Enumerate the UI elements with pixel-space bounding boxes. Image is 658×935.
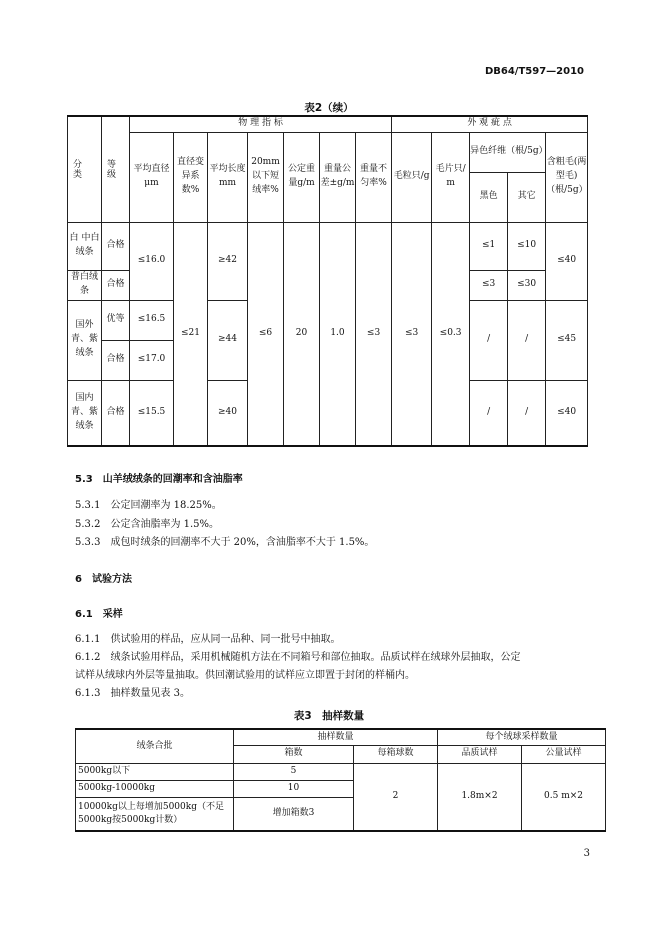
coarse-domestic: ≤40 <box>546 380 588 446</box>
col-sampling-qty: 抽样数量 <box>234 729 438 745</box>
diameter-cv-value: ≤21 <box>174 222 208 446</box>
coarse-foreign: ≤45 <box>546 300 588 380</box>
boxes-r3: 增加箱数3 <box>234 797 354 831</box>
coarse-white: ≤40 <box>546 222 588 300</box>
grade-cell: 合格 <box>102 222 130 270</box>
other-domestic: / <box>508 380 546 446</box>
table2 <box>67 115 588 447</box>
col-other: 其它 <box>508 172 546 222</box>
col-diameter-cv: 直径变异系数% <box>174 132 208 222</box>
col-nominal: 公量试样 <box>522 745 606 763</box>
section-5-3-heading: 5.3 山羊绒绒条的回潮率和含油脂率 <box>75 474 243 485</box>
grade-cell: 优等 <box>102 300 130 340</box>
table3 <box>75 728 606 832</box>
balls-per-box-value: 2 <box>354 763 438 831</box>
col-avg-diameter: 平均直径μm <box>130 132 174 222</box>
quality-value: 1.8m×2 <box>438 763 522 831</box>
col-flakes: 毛片只/ m <box>432 132 470 222</box>
batch-r3: 10000kg以上每增加5000kg（不足5000kg按5000kg计数） <box>76 797 234 831</box>
neps-value: ≤3 <box>392 222 432 446</box>
nominal-value: 0.5 m×2 <box>522 763 606 831</box>
grade-cell: 合格 <box>102 270 130 300</box>
section-5-3-2: 5.3.2 公定含油脂率为 1.5%。 <box>75 519 220 530</box>
section-5-3-3: 5.3.3 成包时绒条的回潮率不大于 20%，含油脂率不大于 1.5%。 <box>75 537 375 548</box>
category-cell: 白 中白绒条 <box>68 222 102 270</box>
category-cell: 国内青、紫绒条 <box>68 380 102 446</box>
col-neps: 毛粒只/g <box>392 132 432 222</box>
col-coarse-hair: 含粗毛(两型毛)（根/5g） <box>546 132 588 222</box>
col-category-header: 分类 <box>68 116 102 222</box>
diameter-foreign-qualified: ≤17.0 <box>130 340 174 380</box>
length-white: ≥42 <box>208 222 248 300</box>
col-nominal-weight: 公定重量g/m <box>284 132 320 222</box>
col-per-ball: 每个绒球采样数量 <box>438 729 606 745</box>
col-boxes: 箱数 <box>234 745 354 763</box>
col-quality: 品质试样 <box>438 745 522 763</box>
section-6-1-heading: 6.1 采样 <box>75 609 123 620</box>
batch-r1: 5000kg以下 <box>76 763 234 780</box>
section-6-1-1: 6.1.1 供试验用的样品，应从同一品种、同一批号中抽取。 <box>75 634 341 645</box>
group-physical: 物 理 指 标 <box>130 116 392 132</box>
boxes-r2: 10 <box>234 780 354 797</box>
col-black: 黑色 <box>470 172 508 222</box>
grade-cell: 合格 <box>102 380 130 446</box>
black-r1: ≤1 <box>470 222 508 270</box>
col-avg-length: 平均长度mm <box>208 132 248 222</box>
section-6-1-2: 6.1.2 绒条试验用样品，采用机械随机方法在不同箱号和部位抽取。品质试样在绒球外层抽取，公定 <box>75 652 521 663</box>
col-weight-unevenness: 重量不匀率% <box>356 132 392 222</box>
diameter-white: ≤16.0 <box>130 222 174 300</box>
col-balls-per-box: 每箱球数 <box>354 745 438 763</box>
nominal-weight-value: 20 <box>284 222 320 446</box>
other-r1: ≤10 <box>508 222 546 270</box>
table3-caption: 表3 抽样数量 <box>293 710 365 722</box>
section-5-3-1: 5.3.1 公定回潮率为 18.25%。 <box>75 500 222 511</box>
black-r2: ≤3 <box>470 270 508 300</box>
black-domestic: / <box>470 380 508 446</box>
page-number: 3 <box>583 848 590 859</box>
weight-tolerance-value: 1.0 <box>320 222 356 446</box>
diameter-domestic: ≤15.5 <box>130 380 174 446</box>
other-foreign: / <box>508 300 546 380</box>
short-fiber-value: ≤6 <box>248 222 284 446</box>
col-short-fiber: 20mm以下短绒率% <box>248 132 284 222</box>
boxes-r1: 5 <box>234 763 354 780</box>
diameter-foreign-excellent: ≤16.5 <box>130 300 174 340</box>
standard-code: DB64/T597—2010 <box>484 66 584 77</box>
section-6-1-2-cont: 试样从绒球内外层等量抽取。供回潮试验用的试样应立即置于封闭的样桶内。 <box>75 670 415 681</box>
category-cell: 普白绒条 <box>68 270 102 300</box>
group-appearance: 外 观 疵 点 <box>392 116 588 132</box>
category-cell: 国外青、紫绒条 <box>68 300 102 380</box>
grade-cell: 合格 <box>102 340 130 380</box>
section-6-1-3: 6.1.3 抽样数量见表 3。 <box>75 688 190 699</box>
col-batch: 绒条合批 <box>76 729 234 763</box>
flakes-value: ≤0.3 <box>432 222 470 446</box>
col-weight-tolerance: 重量公差±g/m <box>320 132 356 222</box>
other-r2: ≤30 <box>508 270 546 300</box>
col-grade-header: 等级 <box>102 116 130 222</box>
batch-r2: 5000kg-10000kg <box>76 780 234 797</box>
length-foreign: ≥44 <box>208 300 248 380</box>
table2-caption: 表2（续） <box>304 102 354 114</box>
length-domestic: ≥40 <box>208 380 248 446</box>
weight-unevenness-value: ≤3 <box>356 222 392 446</box>
black-foreign: / <box>470 300 508 380</box>
col-foreign-fiber: 异色纤维（根/5g） <box>470 132 546 172</box>
section-6-heading: 6 试验方法 <box>75 574 132 585</box>
